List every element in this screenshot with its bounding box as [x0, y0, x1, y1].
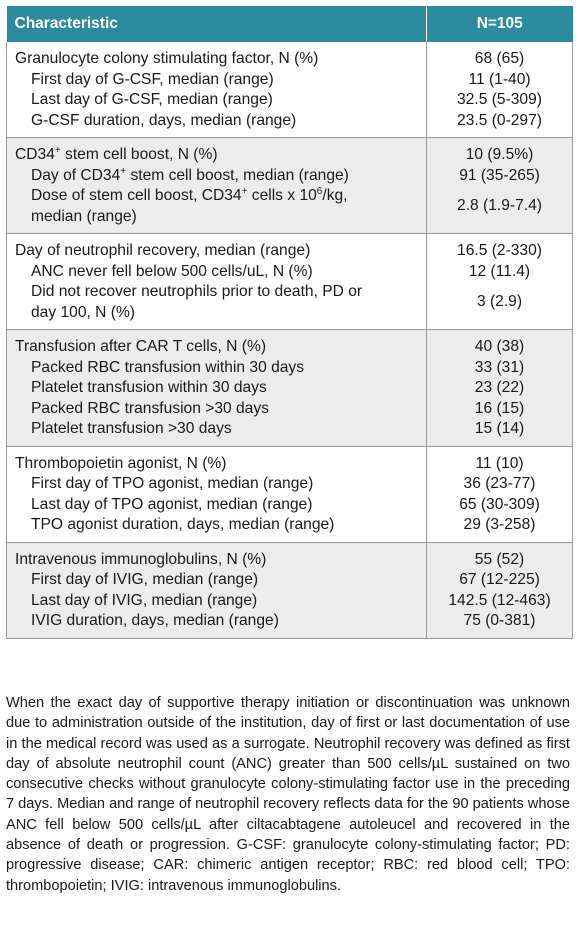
- table-row: [7, 515, 573, 542]
- row-value: 40 (38): [427, 330, 573, 358]
- row-value: 67 (12-225): [427, 570, 573, 591]
- row-label: IVIG duration, days, median (range): [7, 611, 427, 638]
- gcsf-group: [7, 42, 573, 138]
- transfusion-group: [7, 330, 573, 447]
- row-label: Day of neutrophil recovery, median (range): [7, 234, 427, 262]
- row-label: Dose of stem cell boost, CD34+ cells x $10^6/kg$, median (range): [7, 186, 427, 234]
- ivig-group: [7, 542, 573, 638]
- table-row: [7, 495, 573, 516]
- table-row: [7, 474, 573, 495]
- table-row: [7, 542, 573, 570]
- row-label: Last day of G-CSF, median (range): [7, 90, 427, 111]
- row-value: 15 (14): [427, 419, 573, 446]
- row-value: 32.5 (5-309): [427, 90, 573, 111]
- row-label: First day of G-CSF, median (range): [7, 70, 427, 91]
- row-value: 12 (11.4): [427, 262, 573, 283]
- row-value: 33 (31): [427, 358, 573, 379]
- row-label: TPO agonist duration, days, median (range): [7, 515, 427, 542]
- row-label: Last day of IVIG, median (range): [7, 591, 427, 612]
- row-value: 65 (30-309): [427, 495, 573, 516]
- row-value: 11 (10): [427, 446, 573, 474]
- row-label: Packed RBC transfusion within 30 days: [7, 358, 427, 379]
- table-row: [7, 138, 573, 166]
- table-row: [7, 378, 573, 399]
- row-value: 16 (15): [427, 399, 573, 420]
- table-row: [7, 186, 573, 234]
- row-label: Granulocyte colony stimulating factor, N (%): [7, 42, 427, 70]
- row-label: CD34+ stem cell boost, N (%): [7, 138, 427, 166]
- table-row: [7, 42, 573, 70]
- row-value: 36 (23-77): [427, 474, 573, 495]
- row-value: 29 (3-258): [427, 515, 573, 542]
- row-label: First day of IVIG, median (range): [7, 570, 427, 591]
- row-value: 142.5 (12-463): [427, 591, 573, 612]
- row-value: 3 (2.9): [427, 282, 573, 330]
- table-row: [7, 358, 573, 379]
- table-header: [7, 6, 573, 42]
- row-value: 23.5 (0-297): [427, 111, 573, 138]
- row-label: Last day of TPO agonist, median (range): [7, 495, 427, 516]
- row-label: Packed RBC transfusion >30 days: [7, 399, 427, 420]
- row-value: 75 (0-381): [427, 611, 573, 638]
- table-footnote: When the exact day of supportive therapy initiation or discontinuation was unknown due to administration outside of the institution, day of first or last documentation of use in the medical record was used as a surrogate. Neutrophil recovery was defined as first day of absolute neutrophil count (ANC) greater than 500 cells/µL sustained on two consecutive checks without granulocyte colony-stimulating factor use in the preceding 7 days. Median and range of neutrophil recovery reflects data for the 90 patients whose ANC fell below 500 cells/µL after ciltacabtagene autoleucel and recovered in the absence of death or progression. G-CSF: granulocyte colony-stimulating factor; PD: progressive disease; CAR: chimeric antigen receptor; RBC: red blood cell; TPO: thrombopoietin; IVIG: intravenous immunoglobulins.: [6, 695, 570, 894]
- tpo-group: [7, 446, 573, 542]
- n-column-header: N=105: [427, 6, 573, 42]
- table-row: [7, 282, 573, 330]
- row-value: 68 (65): [427, 42, 573, 70]
- row-label: Intravenous immunoglobulins, N (%): [7, 542, 427, 570]
- row-label: ANC never fell below 500 cells/uL, N (%): [7, 262, 427, 283]
- row-value: 2.8 (1.9-7.4): [427, 186, 573, 234]
- table-row: [7, 446, 573, 474]
- row-value: 11 (1-40): [427, 70, 573, 91]
- neutrophil-group: [7, 234, 573, 330]
- table-row: [7, 234, 573, 262]
- row-label: Day of CD34+ stem cell boost, median (range): [7, 166, 427, 187]
- row-label: G-CSF duration, days, median (range): [7, 111, 427, 138]
- table-row: [7, 166, 573, 187]
- table-row: [7, 262, 573, 283]
- table-row: [7, 90, 573, 111]
- supportive-care-table: [6, 6, 573, 639]
- row-value: 91 (35-265): [427, 166, 573, 187]
- row-label: Did not recover neutrophils prior to death, PD or day 100, N (%): [7, 282, 427, 330]
- table-row: [7, 570, 573, 591]
- row-value: 55 (52): [427, 542, 573, 570]
- row-label: Platelet transfusion >30 days: [7, 419, 427, 446]
- table-row: [7, 70, 573, 91]
- row-label: Platelet transfusion within 30 days: [7, 378, 427, 399]
- row-value: 10 (9.5%): [427, 138, 573, 166]
- table-row: [7, 111, 573, 138]
- row-value: 23 (22): [427, 378, 573, 399]
- row-label: First day of TPO agonist, median (range): [7, 474, 427, 495]
- cd34-group: [7, 138, 573, 234]
- row-label: Thrombopoietin agonist, N (%): [7, 446, 427, 474]
- characteristic-column-header: Characteristic: [7, 6, 427, 42]
- table-row: [7, 611, 573, 638]
- row-value: 16.5 (2-330): [427, 234, 573, 262]
- table-row: [7, 419, 573, 446]
- row-label: Transfusion after CAR T cells, N (%): [7, 330, 427, 358]
- table-row: [7, 330, 573, 358]
- table-row: [7, 399, 573, 420]
- table-row: [7, 591, 573, 612]
